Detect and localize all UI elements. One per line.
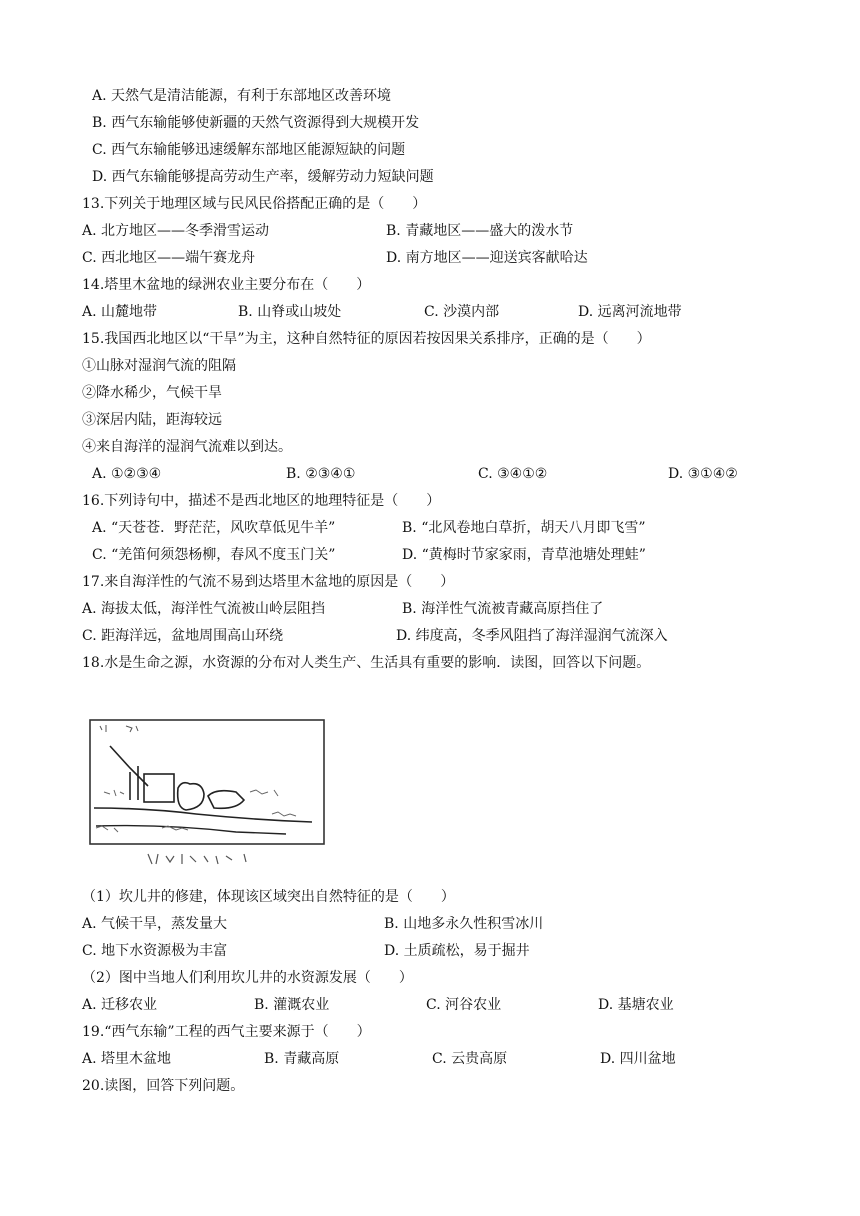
q12-option-b: B. 西气东输能够使新疆的天然气资源得到大规模开发 <box>92 115 420 131</box>
scribble-mark <box>126 726 138 732</box>
q18-sub1-option-b: B. 山地多永久性积雪冰川 <box>384 916 544 932</box>
q14-option-c: C. 沙漠内部 <box>424 304 500 320</box>
q16-stem: 16.下列诗句中，描述不是西北地区的地理特征是（ ） <box>82 493 441 509</box>
scribble-mark <box>272 812 296 816</box>
q15-option-d: D. ③①④② <box>668 466 738 482</box>
q12-option-d: D. 西气东输能够提高劳动生产率，缓解劳动力短缺问题 <box>92 169 434 185</box>
pond-box <box>144 774 174 802</box>
q17-stem: 17.来自海洋性的气流不易到达塔里木盆地的原因是（ ） <box>82 574 455 590</box>
q20-stem: 20.读图，回答下列问题。 <box>82 1078 245 1094</box>
q18-sub1-option-c: C. 地下水资源极为丰富 <box>82 943 228 959</box>
q19-option-d: D. 四川盆地 <box>600 1051 676 1067</box>
underground-line <box>96 826 286 834</box>
q15-item-2: ②降水稀少，气候干旱 <box>82 385 222 401</box>
q18-sub2-option-a: A. 迁移农业 <box>82 997 158 1013</box>
q19-option-a: A. 塔里木盆地 <box>82 1051 172 1067</box>
q18-sub1-option-a: A. 气候干旱，蒸发量大 <box>82 916 228 932</box>
q16-option-d: D. “黄梅时节家家雨，青草池塘处理蛙” <box>402 547 646 563</box>
q16-option-c: C. “羌笛何须怨杨柳，春风不度玉门关” <box>92 547 336 563</box>
q19-option-b: B. 青藏高原 <box>264 1051 340 1067</box>
q13-option-a: A. 北方地区——冬季滑雪运动 <box>82 223 270 239</box>
q18-sub1-stem: （1）坎儿井的修建，体现该区域突出自然特征的是（ ） <box>82 889 455 905</box>
q13-stem: 13.下列关于地理区域与民风民俗搭配正确的是（ ） <box>82 196 427 212</box>
q15-item-3: ③深居内陆，距海较远 <box>82 412 222 428</box>
q15-stem: 15.我国西北地区以“干旱”为主，这种自然特征的原因若按因果关系排序，正确的是（ ） <box>82 331 651 347</box>
scribble-mark <box>250 790 278 796</box>
q19-option-c: C. 云贵高原 <box>432 1051 508 1067</box>
q12-option-c: C. 西气东输能够迅速缓解东部地区能源短缺的问题 <box>92 142 406 158</box>
q15-item-1: ①山脉对湿润气流的阻隔 <box>82 358 236 374</box>
q18-stem: 18.水是生命之源，水资源的分布对人类生产、生活具有重要的影响．读图，回答以下问题。 <box>82 655 651 671</box>
channel-shape <box>208 791 244 809</box>
q16-option-b: B. “北风卷地白草折，胡天八月即飞雪” <box>402 520 646 536</box>
q16-option-a: A. “天苍苍．野茫茫，风吹草低见牛羊” <box>92 520 336 536</box>
scribble-mark <box>104 790 124 796</box>
q13-option-c: C. 西北地区——端午赛龙舟 <box>82 250 256 266</box>
q17-option-a: A. 海拔太低，海洋性气流被山岭层阻挡 <box>82 601 326 617</box>
q18-sub1-option-d: D. 土质疏松，易于掘井 <box>384 943 530 959</box>
karez-sketch-svg <box>86 716 336 868</box>
q18-sub2-stem: （2）图中当地人们利用坎儿井的水资源发展（ ） <box>82 970 413 986</box>
diagram-caption-handwritten <box>148 854 246 864</box>
q15-option-c: C. ③④①② <box>478 466 548 482</box>
q18-sub2-option-c: C. 河谷农业 <box>426 997 502 1013</box>
q17-option-b: B. 海洋性气流被青藏高原挡住了 <box>402 601 604 617</box>
reservoir-shape <box>178 783 204 810</box>
q15-option-a: A. ①②③④ <box>92 466 162 482</box>
q18-sub2-option-d: D. 基塘农业 <box>598 997 674 1013</box>
scribble-mark <box>100 725 106 732</box>
well-line <box>110 746 148 786</box>
q15-item-4: ④来自海洋的湿润气流难以到达。 <box>82 439 292 455</box>
q13-option-b: B. 青藏地区——盛大的泼水节 <box>386 223 574 239</box>
q14-option-d: D. 远离河流地带 <box>578 304 682 320</box>
q15-option-b: B. ②③④① <box>286 466 356 482</box>
q17-option-c: C. 距海洋远，盆地周围高山环绕 <box>82 628 284 644</box>
q18-sub2-option-b: B. 灌溉农业 <box>254 997 330 1013</box>
q19-stem: 19.“西气东输”工程的西气主要来源于（ ） <box>82 1024 371 1040</box>
q14-stem: 14.塔里木盆地的绿洲农业主要分布在（ ） <box>82 277 371 293</box>
q14-option-b: B. 山脊或山坡处 <box>238 304 342 320</box>
q13-option-d: D. 南方地区——迎送宾客献哈达 <box>386 250 588 266</box>
q17-option-d: D. 纬度高，冬季风阻挡了海洋湿润气流深入 <box>396 628 668 644</box>
q12-option-a: A. 天然气是清洁能源，有利于东部地区改善环境 <box>92 88 392 104</box>
q14-option-a: A. 山麓地带 <box>82 304 158 320</box>
ground-line <box>94 808 312 822</box>
karez-diagram <box>86 716 336 868</box>
scribble-mark <box>96 826 118 832</box>
